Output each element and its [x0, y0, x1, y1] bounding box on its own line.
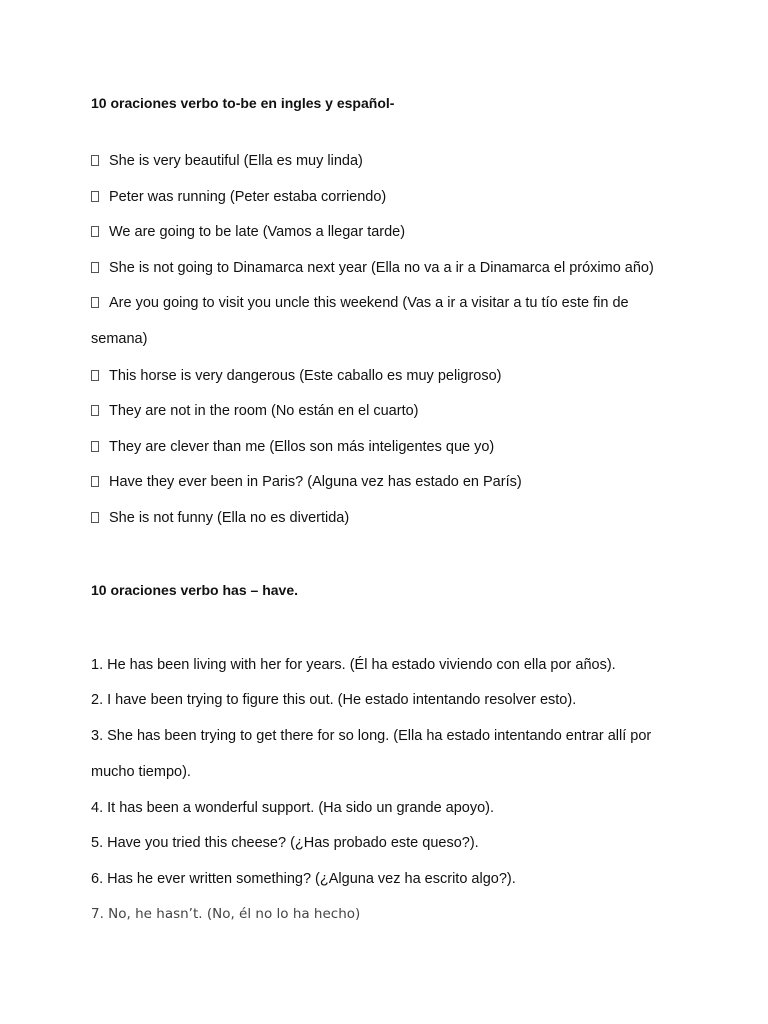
- bullet-icon: [91, 297, 99, 308]
- numbered-item: 4. It has been a wonderful support. (Ha sido un grande apoyo).: [91, 800, 495, 816]
- list-item: She is very beautiful (Ella es muy linda): [91, 152, 363, 170]
- list-item-continuation: semana): [91, 331, 148, 347]
- bullet-icon: [91, 441, 99, 452]
- bullet-icon: [91, 155, 99, 166]
- bullet-icon: [91, 405, 99, 416]
- section-heading-has-have: 10 oraciones verbo has – have.: [91, 582, 298, 598]
- list-item: They are clever than me (Ellos son más inteligentes que yo): [91, 438, 494, 456]
- numbered-item: 3. She has been trying to get there for so long. (Ella ha estado intentando entrar allí por: [91, 728, 652, 744]
- list-item: Peter was running (Peter estaba corriendo): [91, 188, 386, 206]
- list-item: We are going to be late (Vamos a llegar tarde): [91, 223, 405, 241]
- list-item: She is not funny (Ella no es divertida): [91, 509, 349, 527]
- bullet-icon: [91, 512, 99, 523]
- bullet-icon: [91, 226, 99, 237]
- list-item: They are not in the room (No están en el cuarto): [91, 402, 419, 420]
- bullet-icon: [91, 476, 99, 487]
- bullet-icon: [91, 191, 99, 202]
- numbered-item: 5. Have you tried this cheese? (¿Has probado este queso?).: [91, 835, 479, 851]
- numbered-item: 6. Has he ever written something? (¿Alguna vez ha escrito algo?).: [91, 871, 516, 887]
- numbered-item: 2. I have been trying to figure this out. (He estado intentando resolver esto).: [91, 692, 577, 708]
- bullet-icon: [91, 262, 99, 273]
- list-item: Have they ever been in Paris? (Alguna vez has estado en París): [91, 473, 522, 491]
- list-item: Are you going to visit you uncle this weekend (Vas a ir a visitar a tu tío este fin de: [91, 294, 629, 312]
- bullet-icon: [91, 370, 99, 381]
- numbered-item: 1. He has been living with her for years. (Él ha estado viviendo con ella por años).: [91, 657, 616, 673]
- list-item: She is not going to Dinamarca next year (Ella no va a ir a Dinamarca el próximo año): [91, 259, 654, 277]
- numbered-item-continuation: mucho tiempo).: [91, 764, 191, 780]
- numbered-item: 7. No, he hasn’t. (No, él no lo ha hecho): [91, 906, 361, 922]
- list-item: This horse is very dangerous (Este caballo es muy peligroso): [91, 367, 501, 385]
- section-heading-to-be: 10 oraciones verbo to-be en ingles y español-: [91, 95, 395, 111]
